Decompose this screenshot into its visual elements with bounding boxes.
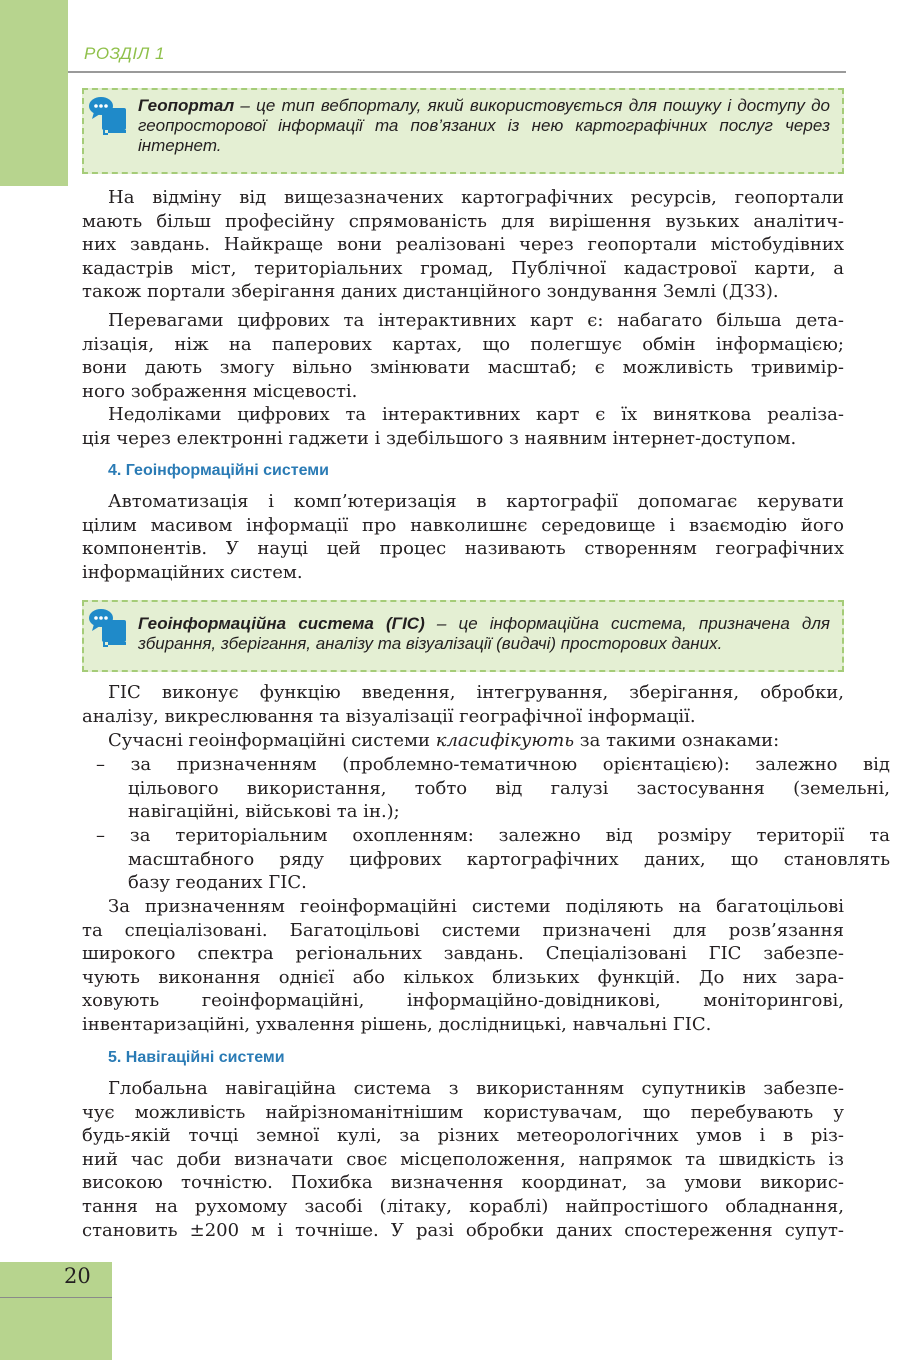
paragraph-2 [82,309,844,403]
paragraph-3 [82,403,844,450]
text-line [82,729,844,753]
text-line: базу геоданих ГІС. [128,872,307,894]
text-line: становить ±200 м і точніше. У разі обробки даних спостереження супут- [82,1219,844,1241]
heading-navigation: 5. Навігаційні системи [108,1049,285,1066]
text-line: та спеціалізовані. Багатоцільові системи призначені для розв’язання [82,919,844,941]
text-line: На відміну від вищезазначених картографічних ресурсів, геопортали [108,187,844,208]
heading-gis: 4. Геоінформаційні системи [108,462,329,479]
text-line: аналізу, викреслювання та візуалізації географічної інформації. [82,705,696,727]
text-line: вони дають змогу вільно змінювати масштаб; є можливість тривимір- [82,357,844,379]
definition-text [138,96,830,156]
text-line: Перевагами цифрових та інтерактивних карт є: набагато більша дета- [108,310,844,331]
text-line: масштабного ряду цифрових картографічних даних, що становлять [128,848,890,870]
text-line: – за територіальним охопленням: залежно від розміру території та [96,825,890,846]
text-line: будь-якій точці земної кулі, за різних метеорологічних умов і в різ- [82,1125,844,1147]
paragraph-1 [82,186,844,304]
emphasis-text: класифікують [435,730,575,751]
text-line: кадастрів міст, територіальних громад, Публічної кадастрової карти, а [82,257,844,279]
text-line: навігаційні, військові та ін.); [128,801,400,823]
paragraph-7 [82,895,844,1037]
text-line: компонентів. У науці цей процес називають створенням географічних [82,538,844,560]
text-line: також портали зберігання даних дистанційного зондування Землі (ДЗЗ). [82,281,779,303]
paragraph-6 [82,729,844,753]
side-tab-top [0,0,68,186]
text-line: інвентаризаційні, ухвалення рішень, дослідницькі, навчальні ГІС. [82,1013,712,1035]
text-line: ховують геоінформаційні, інформаційно-довідникові, моніторингові, [82,990,844,1012]
text-span: за такими ознаками: [574,730,780,751]
definition-body: – це інформаційна система, призначена для збирання, зберігання, аналізу та візуалізації (видачі) просторових даних. [138,614,830,653]
text-line: ція через електронні гаджети і здебільшого з наявним інтернет-доступом. [82,427,797,449]
text-line: ного зображення місцевості. [82,380,358,402]
footer-rule [0,1297,112,1298]
page-number: 20 [64,1264,91,1288]
section-header: РОЗДІЛ 1 [84,44,165,63]
text-line: чує можливість найрізноманітнішим користувачам, що перебувають у [82,1101,844,1123]
header-rule [68,71,846,73]
text-line: них завдань. Найкраще вони реалізовані через геопортали містобудівних [82,234,844,256]
definition-body: – це тип вебпорталу, який використовується для пошуку і доступу до геопросторової інформації та пов’язаних із нею картографічних послуг через інтернет. [138,96,830,155]
text-line: Автоматизація і комп’ютеризація в картографії допомагає керувати [108,491,844,512]
text-line: чують виконання однієї або кількох близьких функцій. До них зара- [82,966,844,988]
text-line: високою точністю. Похибка визначення координат, за умови викорис- [82,1172,844,1194]
text-line: За призначенням геоінформаційні системи поділяють на багатоцільові [108,896,844,917]
text-line: Глобальна навігаційна система з використанням супутників забезпе- [108,1078,844,1099]
definition-box-gis [82,600,844,672]
text-line: ГІС виконує функцію введення, інтегрування, зберігання, обробки, [108,682,844,703]
definition-term: Геоінформаційна система (ГІС) [138,614,425,633]
definition-text [138,614,830,654]
text-span: Сучасні геоінформаційні системи [108,730,436,751]
text-line: цілим масивом інформації про навколишнє середовище і взаємодію його [82,514,844,536]
paragraph-8 [82,1077,844,1242]
text-line: Недоліками цифрових та інтерактивних карт є їх виняткова реаліза- [108,404,844,425]
chat-bubble-book-icon [88,606,132,648]
text-line: ний час доби визначати своє місцеположення, напрямок та швидкість із [82,1148,844,1170]
bullet-item-2 [82,824,890,895]
definition-box-geoportal [82,88,844,174]
chat-bubble-book-icon [88,94,132,136]
text-line: широкого спектра регіональних завдань. Спеціалізовані ГІС забезпе- [82,943,844,965]
text-line: цільового використання, тобто від галузі застосування (земельні, [128,777,890,799]
side-tab-bottom [0,1262,112,1360]
paragraph-5 [82,681,844,728]
text-line: лізація, ніж на паперових картах, що полегшує обмін інформацією; [82,333,844,355]
paragraph-4 [82,490,844,584]
text-line: тання на рухомому засобі (літаку, кораблі) найпростішого обладнання, [82,1195,844,1217]
bullet-item-1 [82,753,890,824]
text-line: інформаційних систем. [82,561,303,583]
text-line: – за призначенням (проблемно-тематичною орієнтацією): залежно від [96,754,890,775]
text-line: мають більш професійну спрямованість для вирішення вузьких аналітич- [82,210,844,232]
definition-term: Геопортал [138,96,235,115]
